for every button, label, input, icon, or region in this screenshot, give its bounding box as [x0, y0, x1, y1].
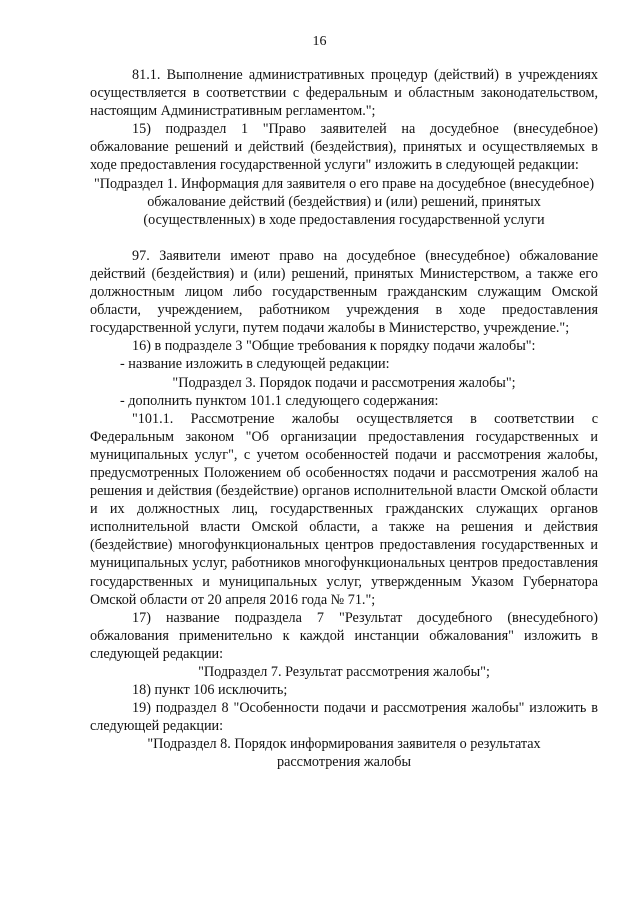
page-number: 16	[312, 34, 327, 49]
paragraph-81-1: 81.1. Выполнение административных процедур (действий) в учреждениях осуществляется в соответствии с федеральным и областным законодательством, настоящим Административным регламентом.";	[90, 67, 598, 120]
subsection-7-heading: "Подраздел 7. Результат рассмотрения жалобы";	[198, 664, 490, 680]
paragraph-97: 97. Заявители имеют право на досудебное (внесудебное) обжалование действий (бездействия) и (или) решений, принятых Министерством, а также его должностным лицом либо государственным гражданским служащим Омской области, учреждением, работником учреждения в ходе предоставления государственной услуги, путем подачи жалобы в Министерство, учреждение.";	[90, 247, 598, 337]
subsection-8-heading: "Подраздел 8. Порядок информирования заявителя о результатах рассмотрения жалобы	[147, 736, 541, 771]
document-body	[90, 66, 598, 772]
subsection-1-heading: "Подраздел 1. Информация для заявителя о его праве на досудебное (внесудебное) обжалование действий (бездействия) и (или) решений, принятых (осуществленных) в ходе предоставления государственной услуги	[93, 175, 595, 228]
blank-line	[90, 229, 598, 247]
paragraph-101-1: "101.1. Рассмотрение жалобы осуществляется в соответствии с Федеральным законом "Об организации предоставления государственных и муниципальных услуг", с учетом особенностей подачи и рассмотрения жалобы, предусмотренных Положением об особенностях подачи и рассмотрения жалоб на решения и действия (бездействие) органов исполнительной власти Омской области и их должностных лиц, государственных гражданских служащих органов исполнительной власти Омской области, а также на решения и действия (бездействие) многофункциональных центров предоставления государственных и муниципальных услуг, работников многофункциональных центров предоставления государственных и муниципальных услуг, утвержденным Указом Губернатора Омской области от 20 апреля 2016 года № 71.";	[90, 410, 598, 608]
paragraph-dash-add: - дополнить пунктом 101.1 следующего содержания:	[120, 392, 439, 409]
paragraph-item-19: 19) подраздел 8 "Особенности подачи и рассмотрения жалобы" изложить в следующей редакции:	[90, 700, 598, 735]
paragraph-item-18: 18) пункт 106 исключить;	[132, 682, 288, 699]
paragraph-dash-rename: - название изложить в следующей редакции:	[120, 356, 390, 373]
paragraph-item-16: 16) в подразделе 3 "Общие требования к порядку подачи жалобы":	[132, 338, 536, 355]
paragraph-item-17: 17) название подраздела 7 "Результат досудебного (внесудебного) обжалования применительно к каждой инстанции обжалования" изложить в следующей редакции:	[90, 609, 598, 662]
subsection-3-heading: "Подраздел 3. Порядок подачи и рассмотрения жалобы";	[172, 374, 516, 391]
paragraph-item-15: 15) подраздел 1 "Право заявителей на досудебное (внесудебное) обжалование решений и действий (бездействия), принятых и осуществляемых в ходе предоставления государственной услуги" изложить в следующей редакции:	[90, 121, 598, 174]
